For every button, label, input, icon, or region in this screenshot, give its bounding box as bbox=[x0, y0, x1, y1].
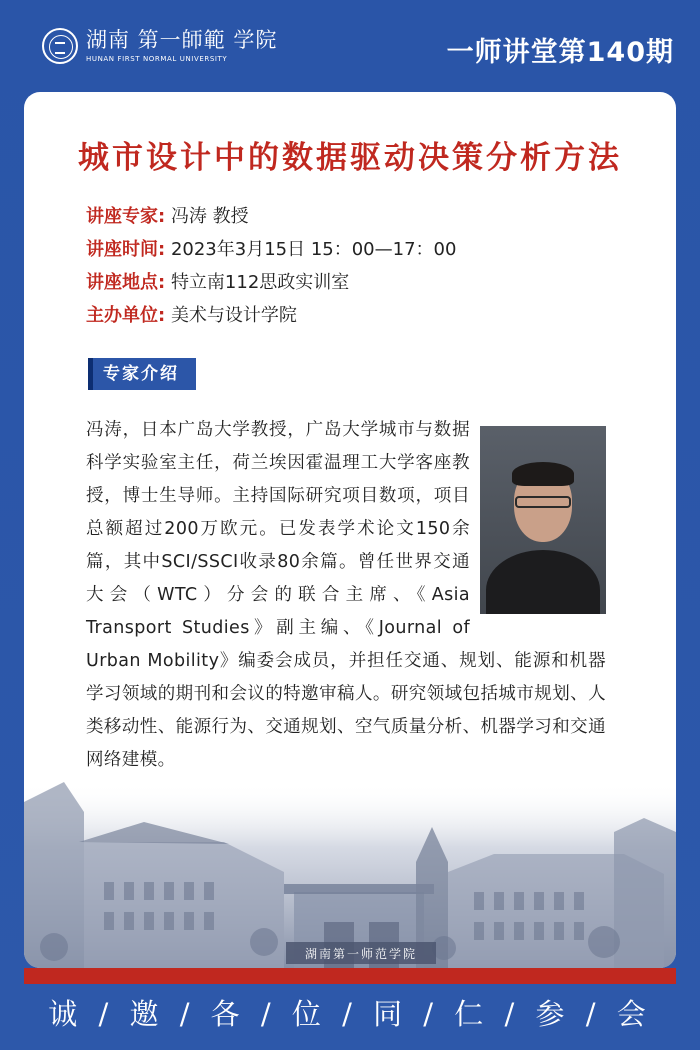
poster-header bbox=[0, 0, 700, 90]
expert-photo bbox=[480, 426, 606, 614]
info-label: 主办单位: bbox=[86, 305, 166, 326]
info-value: 美术与设计学院 bbox=[170, 305, 297, 326]
university-logo bbox=[42, 28, 277, 64]
content-card bbox=[24, 92, 676, 968]
invitation-text: 诚 / 邀 / 各 / 位 / 同 / 仁 / 参 / 会 bbox=[48, 997, 652, 1031]
expert-bio-text: 冯涛，日本广岛大学教授，广岛大学城市与数据科学实验室主任，荷兰埃因霍温理工大学客座教授，博士生导师。主持国际研究项目数项，项目总额超过200万欧元。已发表学术论文150余篇，其中SCI/SSCI收录80余篇。曾任世界交通大会（WTC）分会的联合主席、《Asia Transport Studies》副主编、《Journal of Urban Mobility》编委会成员，并担任交通、规划、能源和机器学习领域的期刊和会议的特邀审稿人。研究领域包括城市规划、人类移动性、能源行为、交通规划、空气质量分析、机器学习和交通网络建模。 bbox=[86, 420, 606, 770]
university-seal-icon bbox=[42, 28, 78, 64]
lecture-info bbox=[86, 200, 456, 332]
info-label: 讲座地点: bbox=[86, 272, 166, 293]
expert-bio bbox=[86, 414, 606, 777]
info-row-location bbox=[86, 266, 456, 299]
info-row-time bbox=[86, 233, 456, 266]
lecture-title: 城市设计中的数据驱动决策分析方法 bbox=[78, 140, 622, 176]
university-name-cn: 湖南 第一師範 学院 bbox=[86, 28, 278, 52]
info-value: 2023年3月15日 15：00—17：00 bbox=[170, 239, 457, 260]
lecture-issue: 一师讲堂第140期 bbox=[446, 37, 674, 68]
info-label: 讲座专家: bbox=[86, 206, 166, 227]
university-name-en: HUNAN FIRST NORMAL UNIVERSITY bbox=[86, 55, 228, 63]
campus-sign-text: 湖南第一师范学院 bbox=[304, 947, 418, 961]
info-value: 冯涛 教授 bbox=[170, 206, 249, 227]
info-row-organizer bbox=[86, 299, 456, 332]
card-bottom-stripe bbox=[24, 968, 676, 984]
info-row-expert bbox=[86, 200, 456, 233]
campus-building-illustration bbox=[24, 782, 676, 968]
info-value: 特立南112思政实训室 bbox=[170, 272, 350, 293]
section-heading-expert-intro: 专家介绍 bbox=[88, 358, 196, 390]
info-label: 讲座时间: bbox=[86, 239, 166, 260]
